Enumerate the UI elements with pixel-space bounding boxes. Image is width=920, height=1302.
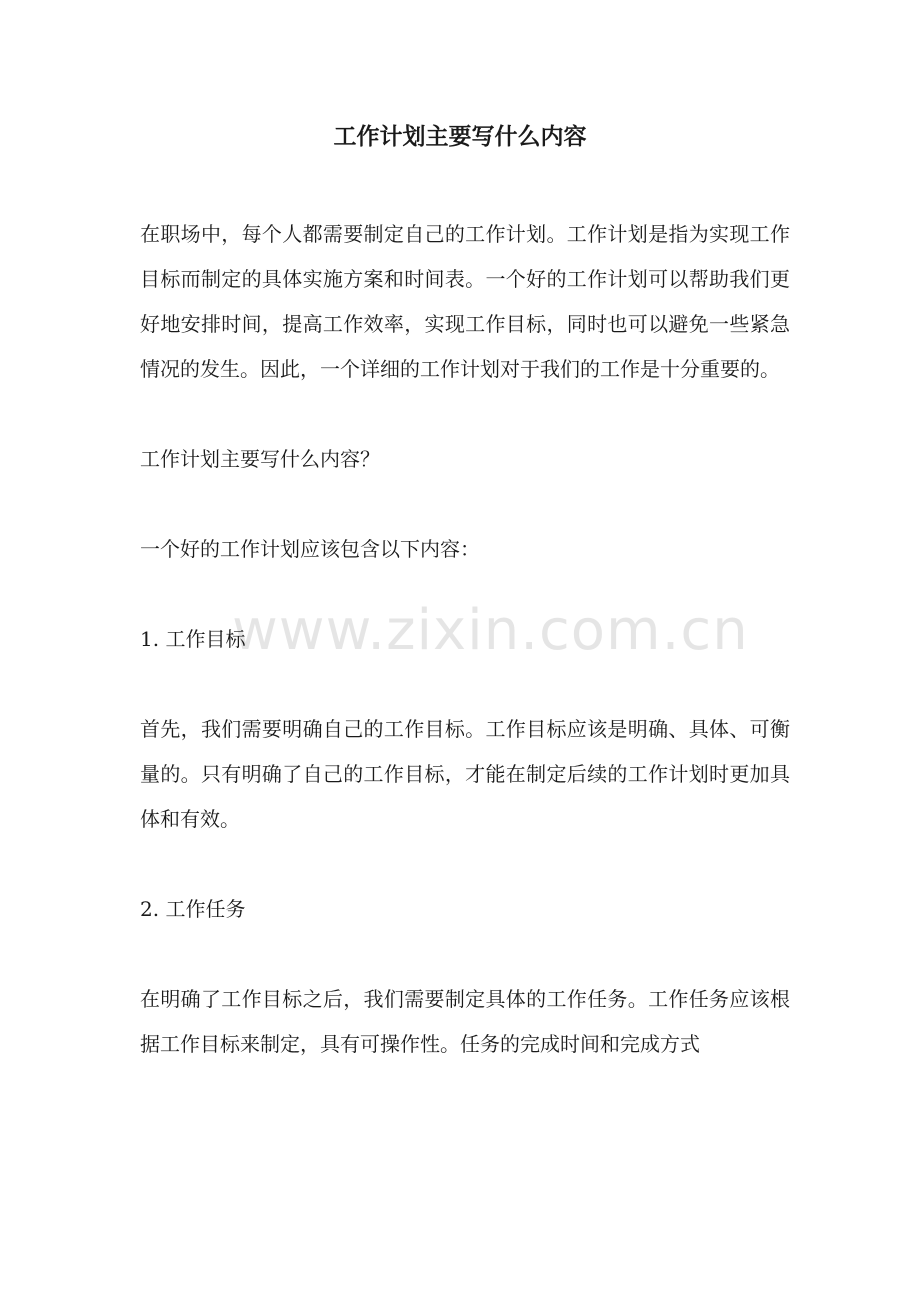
intro-paragraph: 在职场中，每个人都需要制定自己的工作计划。工作计划是指为实现工作目标而制定的具体实施方案和时间表。一个好的工作计划可以帮助我们更好地安排时间，提高工作效率，实现工作目标，同时也可以避免一些紧急情况的发生。因此，一个详细的工作计划对于我们的工作是十分重要的。: [140, 222, 790, 381]
watermark-text: www.zixin.com.cn: [232, 598, 749, 663]
section-heading-goals: 1. 工作目标: [140, 627, 246, 651]
document-body: [140, 212, 790, 1067]
document-title: 工作计划主要写什么内容: [333, 123, 587, 150]
tasks-paragraph: 在明确了工作目标之后，我们需要制定具体的工作任务。工作任务应该根据工作目标来制定，具有可操作性。任务的完成时间和完成方式: [140, 987, 790, 1056]
list-intro-paragraph: 一个好的工作计划应该包含以下内容：: [140, 537, 480, 561]
section-heading-tasks: 2. 工作任务: [140, 897, 246, 921]
goals-paragraph: 首先，我们需要明确自己的工作目标。工作目标应该是明确、具体、可衡量的。只有明确了自己的工作目标，才能在制定后续的工作计划时更加具体和有效。: [140, 717, 790, 831]
question-heading: 工作计划主要写什么内容？: [140, 447, 380, 471]
